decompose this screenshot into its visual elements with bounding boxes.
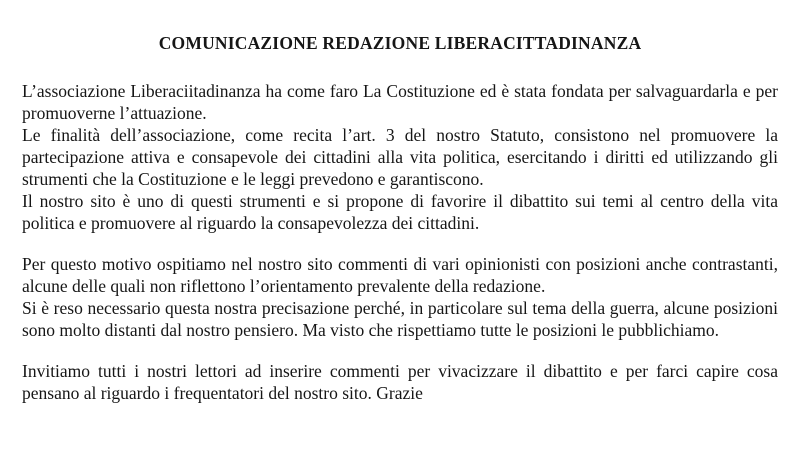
document-title: COMUNICAZIONE REDAZIONE LIBERACITTADINANZA [158, 33, 642, 53]
body-paragraph: Le finalità dell’associazione, come recita l’art. 3 del nostro Statuto, consistono nel promuovere la partecipazione attiva e consapevole dei cittadini alla vita politica, esercitando i diritti ed utilizzando gli strumenti che la Costituzione e le leggi prevedono e garantiscono. [22, 125, 778, 189]
body-paragraph: Per questo motivo ospitiamo nel nostro sito commenti di vari opinionisti con posizioni anche contrastanti, alcune delle quali non riflettono l’orientamento prevalente della redazione. [22, 254, 778, 296]
body-paragraph: Il nostro sito è uno di questi strumenti e si propone di favorire il dibattito sui temi al centro della vita politica e promuovere al riguardo la consapevolezza dei cittadini. [22, 191, 778, 233]
body-paragraph: Invitiamo tutti i nostri lettori ad inserire commenti per vivacizzare il dibattito e per farci capire cosa pensano al riguardo i frequentatori del nostro sito. Grazie [22, 361, 778, 403]
body-paragraph: Si è reso necessario questa nostra precisazione perché, in particolare sul tema della guerra, alcune posizioni sono molto distanti dal nostro pensiero. Ma visto che rispettiamo tutte le posizioni le pubblichiamo. [22, 298, 778, 340]
body-paragraph: L’associazione Liberaciitadinanza ha come faro La Costituzione ed è stata fondata per salvaguardarla e per promuoverne l’attuazione. [22, 81, 778, 123]
